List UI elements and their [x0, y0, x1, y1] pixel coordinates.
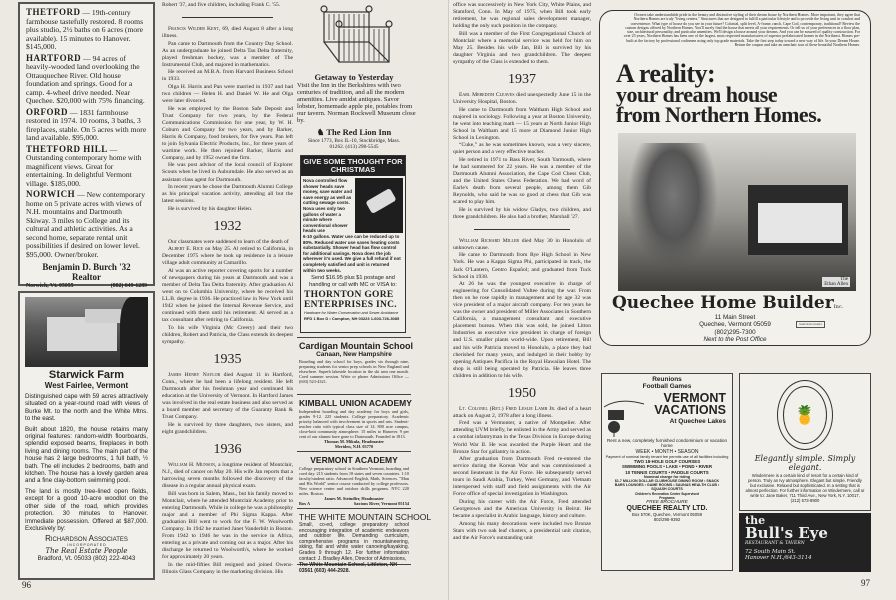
listing-text: — 1831 farmhouse restored in 1974. 10 rooms, 3 baths, 3 fireplaces, stable. On 5 acres with more land available. $95,000.	[26, 107, 147, 142]
realtor-phone: (802) 649-1289	[110, 283, 147, 289]
headline-line-1: A reality:	[616, 59, 716, 88]
northern-homes-badge: NORTHERN HOMES	[796, 321, 825, 328]
obituary-column-left	[162, 2, 293, 594]
article-paragraph	[453, 142, 591, 156]
windermere-ad	[739, 373, 871, 511]
school-ads	[297, 337, 432, 575]
red-lion-headline: Getaway to Yesterday	[314, 72, 394, 82]
property-listing	[26, 8, 147, 52]
property-listing	[26, 190, 147, 259]
article-paragraph	[453, 252, 591, 280]
paragraph-text: died August 11 in Hartford, Conn., where he had been a lifelong resident. He left Dartmouth after his freshman year and continued his education at the University of Vermont. In Hartford James was involved in the real estate business and also served as a board member and secretary of the Guaranty Bank & Trust Company.	[162, 372, 293, 421]
deceased-name: Francis Wilder Kent,	[168, 26, 221, 33]
property-listing	[26, 145, 147, 189]
dealer-suffix: Inc.	[833, 304, 844, 310]
thornton-gore-ad	[300, 155, 406, 333]
photo-caption	[822, 277, 850, 287]
rent-text: Rent a new, completely furnished condominium or vacation home	[606, 438, 727, 449]
paragraph-text: At 26 he was the youngest executive in charge of engineering for Consolidated Vultee during the war. From then on he rose rapidly in management and by age 32 was vice president of a major aircraft company. For ten years he was the owner and president of Miller Associates in Southern California, a management consultant and executive placement bureau. When this was sold, he joined Litton Industries as executive vice president in charge of foreign and U.S. smaller plants world-wide. Upon retirement, Bill and his wife Patricia moved to Honolulu, a place they had cherished for many years, and indulged in their hobby by opening Antiques Pacifica in the Royal Hawaiian Hotel. The shop is still being operated by Patricia. He leaves three children in addition to his wife.	[453, 281, 591, 379]
class-year-heading: 1935	[213, 352, 242, 368]
starwick-paragraph: Distinguished cape with 59 acres attractively situated on a year-round road with views of Burke Mt. to the north and the White Mtns. to the east.	[25, 393, 148, 423]
thornton-headline: GIVE SOME THOUGHT FOR CHRISTMAS	[301, 156, 405, 176]
school-ad	[297, 338, 411, 395]
northern-homes-ad	[599, 10, 871, 346]
school-contact: The White Mountain School, Littleton, NH 03561 (603) 444-2928.	[299, 562, 398, 575]
address-line-1: 11 Main Street	[714, 314, 756, 321]
red-lion-address: Since 1773, Box IL-10, Stockbridge, Mass. 01262. (413) 298-5545	[308, 138, 400, 150]
terms-text: WEEK • MONTH • SEASON	[635, 448, 699, 455]
article-paragraph	[453, 92, 591, 106]
windermere-tagline: Elegantly simple. Simply elegant.	[754, 454, 856, 472]
starwick-description	[25, 393, 148, 532]
paragraph-text: Pan came to Dartmouth from the Country Day School. As an undergraduate he joined Delta Tau Delta fraternity, played freshman hockey, was a member of The Instrumental Club, and majored in mathematics.	[162, 40, 293, 68]
agency-tagline: The Real Estate People	[45, 547, 128, 556]
article-paragraph	[453, 420, 591, 455]
article-paragraph	[162, 41, 293, 69]
address-line-2: Quechee, Vermont 05059	[699, 321, 771, 329]
quechee-realty-name: QUECHEE REALTY LTD.	[626, 504, 708, 512]
paragraph-text: Among his many decorations were included two Bronze Stars with two oak leaf clusters, a presidential unit citation, and the Air Force's outstanding unit	[453, 520, 591, 541]
school-headmaster: James M. Steindler, Headmaster	[324, 496, 384, 501]
facility-1: TWO 18-HOLE GOLF COURSES	[633, 459, 701, 465]
windermere-seal	[777, 380, 833, 450]
section-divider	[474, 229, 571, 230]
class-year-heading: 1936	[213, 441, 242, 457]
caption-line-2: Ethan Allen	[824, 282, 848, 287]
paragraph-text: “Cuke,” as he was sometimes known, was a very sincere, quiet person and a very effective teacher.	[453, 142, 591, 156]
listing-text: — New contemporary home on 5 private acres with views of N.H. mountains and Dartmouth Skiway. 3 miles to College and its cultural and athletic activities. As a second home, separate rental unit possibilities if desired on lower level. $95,000. Owner/broker.	[26, 190, 145, 259]
school-box: Box A	[299, 501, 311, 506]
paragraph-text: In recent years he chose the Dartmouth Alumni College as his principal vacation activity, attending all but the latest sessions.	[162, 184, 293, 205]
starwick-paragraph: The land is mostly tree-lined open fields, except for a good 10-acre woodlot on the other side of the road, which provides protection. 30 minutes to Hanover. Immediate possession. Offered at $87,000. Exclusively by:	[25, 487, 148, 532]
paragraph-text: a longtime resident of Montclair, N.J., died of cancer on May 20. His wife Jan reports that a harrowing seven months followed the discovery of the disease in a regular annual physical exam.	[162, 462, 293, 490]
school-ad	[297, 452, 411, 509]
listing-text: — Outstanding contemporary home with magnificent views. Great for entertaining. In delightful Vermont village. $185,000.	[26, 144, 142, 188]
dealer-name-text: Quechee Home Builder	[612, 293, 834, 313]
starwick-title: Starwick Farm	[48, 369, 125, 381]
article-paragraph	[162, 462, 293, 490]
article-paragraph	[453, 31, 591, 66]
dealer-name	[612, 293, 843, 313]
article-paragraph	[162, 2, 293, 9]
bulls-eye-the: the	[745, 514, 766, 527]
article-paragraph	[162, 422, 293, 436]
facilities	[604, 459, 730, 475]
thornton-address: RFD 1 Box D • Compton, NH 03223 1-603-726-3085	[304, 316, 400, 322]
article-paragraph	[162, 206, 293, 213]
thornton-offer: Send $16.95 plus $1 postage and handling or call with MC or VISA to:	[309, 275, 397, 288]
article-paragraph	[162, 325, 293, 346]
agency-name: Richardson Associates	[45, 534, 128, 544]
title-line-2: VACATIONS	[654, 403, 726, 417]
bulls-eye-address-1: 72 South Main St.	[745, 549, 796, 555]
school-address: Meriden, N.H. 03770	[334, 444, 374, 449]
red-lion-name	[297, 127, 411, 138]
thornton-body-2: 6-10 gallons. Water use can be reduced up to 80%. Reduced water use saves heating costs substantially. Shower head has flow control for additional savings. Nova does the job wherever it's used. We give a full refund if not completely satisfied and unit is returned within two weeks.	[303, 233, 401, 273]
class-year-heading: 1950	[508, 385, 536, 401]
bulls-eye-sub: RESTAURANT & TAVERN	[745, 541, 805, 546]
school-description: Boarding and day school for boys, grades six through nine, preparing students for senior prep schools in New England and elsewhere. Superb lakeside location in the ski area one month. Coed summer session. Write or phone Admissions Office — (603) 523-4321.	[299, 359, 409, 384]
burch-realtor-ad	[18, 2, 155, 289]
facility-2: SWIMMING POOLS • LAKE • POND • RIVER	[622, 464, 712, 470]
thornton-company: THORNTON GORE ENTERPRISES INC.	[304, 290, 397, 311]
article-paragraph	[453, 281, 591, 380]
realtor-contact	[26, 283, 147, 289]
section-divider	[182, 17, 274, 18]
thornton-body-1: Nova controlled flow shower heads save money, save water and save energy as well as cutting sewage costs. Nova uses only two gallons of water a minute where conventional shower heads use	[303, 178, 352, 234]
article-paragraph	[453, 207, 591, 221]
article-paragraph	[162, 372, 293, 421]
page-97	[448, 0, 896, 600]
deceased-name: William H. Munson,	[168, 462, 217, 469]
article-paragraph	[453, 238, 591, 252]
bed-illustration	[314, 2, 394, 72]
children-text: Children's Recreation Center Supervised Programs	[635, 491, 699, 500]
caption-line-1: The	[840, 277, 848, 282]
quechee-address: Box 570K, Quechee, Vermont 05059	[632, 511, 702, 517]
listing-town: THETFORD	[26, 7, 81, 17]
article-paragraph	[162, 268, 293, 324]
paragraph-text: on May 25. Al retired to California, in December 1975 where he took up residence in a leisure village adult community at Camarillo.	[162, 246, 293, 267]
paragraph-text: Al was an active reporter covering sports for a number of newspapers during his years at Dartmouth and was a member of Delta Tau Delta fraternity. After graduation Al went on to Columbia University, where he received his LL.B. degree in 1936. He practiced law in New York until 1942 when he joined the Internal Revenue Service, and continued with them until his retirement. Al served as a tax consultant after retiring to California.	[162, 268, 293, 324]
red-lion-inn-ad	[297, 0, 416, 150]
school-address-row	[299, 501, 409, 506]
paragraph-text: He retired in 1971 to Bass River, South Yarmouth, where he had summered for 22 years. He was a member of the Dartmouth Alumni Association, the Cape Cod Chess Club, and the United States Chess Federation. We had word of Earle's death from several people, among them Gib Reynolds, who said he was so good at chess that Gib was scared to play him.	[453, 156, 591, 206]
bulls-eye-name: Bull's Eye	[745, 524, 828, 542]
listing-town: ORFORD	[26, 106, 68, 117]
pineapple-icon: 🍍	[793, 404, 817, 425]
paragraph-text: He was employed by the Boston Safe Deposit and Trust Company for two years, by the Federal Communications Commission for one year, by W. H. Coburn and Company for two years, and by Barker, Harris & Company, food brokers, for five years. Pan left to join Sylvania Electric Products, Inc., for three years of wartime work. He then rejoined Barker, Harris and Company, and by 1952 owned the firm.	[162, 105, 293, 161]
paragraph-text: Our classmates were saddened to learn of the death of	[168, 238, 289, 245]
deceased-name: Albert E. Rice	[168, 246, 204, 253]
article-paragraph	[453, 406, 591, 420]
realtor-name: Benjamin D. Burch '32	[42, 262, 131, 272]
headline-line-2: your dream house	[616, 82, 778, 107]
article-paragraph	[162, 184, 293, 205]
article-paragraph	[162, 239, 293, 246]
windermere-body: Windermere is a certain kind of resort for a certain kind of person. Truly an Ivy atmosphere. Elegant but simple. Friendly but exclusive. Relaxed but sophisticated. In a setting that is almost perfection. For further information on Windermere, call or write to: Jane Baker, 711 Third Ave., New York, N.Y. 10017, (212) 573-8900	[745, 473, 865, 503]
thornton-tagline: Hardware for Water Conservation and Sewer Avoidance	[304, 311, 399, 316]
paragraph-text: Fred was a Vermonter, a native of Montpelier. After attending UVM briefly, he enlisted in the Army and served as a combat infantryman in the Texas Division in Europe during World War II. He was awarded the Purple Heart and the Bronze Star for gallantry in action.	[453, 420, 591, 455]
starwick-location: West Fairlee, Vermont	[44, 381, 129, 390]
deceased-name: Lt. Colonel (Ret.) Fred Leslie Lamb Jr.	[459, 405, 556, 412]
listing-text: — 19th-century farmhouse tastefully restored. 8 rooms plus studio, 2½ baths on 6 acres (more available). 15 minutes to Hanover. $145,000.	[26, 8, 144, 51]
house-photo	[618, 133, 856, 291]
quechee-phone: 802/295-9392	[653, 516, 681, 522]
paragraph-text: In the mid-fifties Bill resigned and joined Owens-Illinois Glass Company in the marketing division. His	[162, 561, 293, 575]
school-name: THE WHITE MOUNTAIN SCHOOL	[299, 512, 432, 522]
paragraph-text: He came to Dartmouth from Waltham High School and majored in sociology. Following a year at Boston University, he went into teaching math — 15 years at North Junior High School in Waltham and 15 more at Diamond Junior High School in Lexington.	[453, 106, 591, 141]
reunions-text: Reunions	[652, 376, 682, 383]
deceased-name: Earl Meredith Cleaves	[459, 91, 515, 98]
deceased-name: William Richard Miller	[459, 237, 520, 244]
article-paragraph	[453, 456, 591, 498]
article-paragraph	[453, 107, 591, 142]
riding-text: Nominal charge for riding	[643, 474, 691, 479]
school-description: Independent boarding and day academy for boys and girls, grades 9-12. 225 students. College preparatory. Academic priority balanced with involvement in sports and arts. Student-teacher ratio with typical class size of 14. 800 acre campus, close-knit community atmosphere. 15 miles to Hanover. 9 per cent of our alumni have gone to Dartmouth. Founded in 1813.	[299, 409, 409, 439]
bulls-eye-ad	[739, 513, 871, 572]
paragraph-text: Bill was a member of the First Congregational Church of Montclair where a memorial service was held for him on May 25. Besides his wife Jan, Bill is survived by his daughter Virginia and two grandchildren. The deepest sympathy of the Class is extended to them.	[453, 30, 591, 65]
realtor-title: Realtor	[72, 272, 101, 282]
shower-head-photo	[355, 178, 403, 233]
bulls-eye-address-2: Hanover N.H./643-3114	[745, 555, 812, 561]
article-paragraph	[162, 84, 293, 105]
paragraph-text: Olga H. Harris and Pan were married in 1937 and had two children — Helen H. and Daniel W. He and Olga were later divorced.	[162, 83, 293, 105]
landscape-illustration	[604, 392, 644, 437]
article-paragraph	[162, 69, 293, 83]
paragraph-text: To his wife Virginia (Mc Creery) and their two children, Robert and Patricia, the Class extends its deepest sympathy.	[162, 324, 293, 345]
red-lion-name-text: The Red Lion Inn	[326, 127, 392, 137]
school-name: VERMONT ACADEMY	[310, 455, 398, 465]
article-paragraph	[162, 491, 293, 561]
dealer-address	[680, 314, 790, 343]
class-year-heading: 1937	[508, 71, 536, 87]
paragraph-text: died of a heart attack on August 2, 1978 after a long illness.	[453, 405, 591, 419]
paragraph-text: died unexpectedly June 15 in the University Hospital, Boston.	[453, 91, 592, 106]
title-line-1: VERMONT	[663, 391, 726, 405]
school-description: College preparatory school in Southern Vermont, boarding and coed day. 215 students from 18 states and seven countries. 1:10 faculty/student ratio. Advanced English, Math, Sciences. "Man and His World" senior course conducted by college professors. New science center and outdoor skills programs. NYC 220 miles. Boston.	[299, 466, 409, 496]
paragraph-text: Robert '37, and five children, including Frank C. '55.	[162, 2, 281, 8]
paragraph-text: He is survived by his daughter Helen.	[168, 205, 253, 212]
article-paragraph	[453, 521, 591, 542]
dealer-note: Next to the Post Office	[703, 335, 767, 343]
page-number-97: 97	[861, 578, 870, 588]
article-paragraph	[162, 246, 293, 267]
article-paragraph	[162, 26, 293, 40]
school-address-row	[299, 444, 409, 449]
article-paragraph	[162, 562, 293, 576]
agency-sub: I N C O R P O R A T E D	[67, 543, 106, 548]
article-paragraph	[162, 162, 293, 183]
listing-town: THETFORD HILL	[26, 143, 108, 154]
school-name: Cardigan Mountain School	[299, 341, 413, 351]
article-paragraph	[453, 499, 591, 520]
paragraph-text: During his career with the Air Force, Fred attended Georgetown and the American University in Beirut. He became a specialist in Arabic language, history and culture.	[453, 498, 591, 519]
article-paragraph	[453, 157, 591, 206]
northern-homes-headline	[616, 59, 822, 127]
paragraph-text: He is survived by three daughters, two sisters, and eight grandchildren.	[162, 421, 293, 435]
paragraph-text: He is survived by his widow Gladys, two children, and three grandchildren. He also had a brother, Marshall '27.	[453, 206, 591, 220]
obituary-column-right	[453, 2, 591, 594]
school-headmaster: Thomas M. Mikula, Headmaster	[323, 439, 385, 444]
title-line-3: At Quechee Lakes	[669, 418, 726, 425]
listing-town: HARTFORD	[26, 52, 82, 63]
paragraph-text: After graduation from Dartmouth Fred re-entered the service during the Korean War and was commissioned a second lieutenant in the Air Force. He subsequently served tours in Saudi Arabia, Turkey, West Germany, and Vietnam interspersed with staff and field assignments with the Air Force office of special investigation in Washington.	[453, 456, 591, 498]
paragraph-text: Bill was born in Salem, Mass., but his family moved to Montclair, where he attended Montclair Academy prior to entering Dartmouth. While in college he was a philosophy major and a member of Phi Sigma Kappa. After graduation Bill went to work for the F. W. Woolworth Company. In 1942 he married Janet Vanderbilt in Boston. From 1942 to 1946 he was in the service in Africa, entering as a private and coming out as a major. After his discharge he returned to Woolworth's, where he worked for approximately 20 years.	[162, 490, 293, 561]
football-text: Football Games	[642, 383, 692, 390]
northern-homes-intro: Owners take understandable pride in the beauty and distinctive styling of their dream house by Northern Homes. More important, they agree that Northern Homes are truly "living centers." Structures that are designed to fulfill a particular lifestyle and to provide the living unit in comfort and convenience. What type of house do you see in your future? Colonial, split level, A-frame, ranch, Cape Cod, contemporary, traditional? Review the custom designs offered by Northern Homes. You'll surely find the house that meets all your requirements. Or tell us of your preferences in a floor plan, size, architectural personality, and particular amenities. We'll design a house around your dreams. And you can be assured of quality construction. For over 25 years, Northern Homes has been one of the largest, most respected manufacturers of superior prefabricated homes in the Northeast. Homes pre-built at the factory by professional craftsmen using only top grade materials. Take the first step today toward a new way of life. In your Dream House. Return the coupon and take an armchair tour of these beautiful Northern Homes.	[623, 13, 860, 48]
paragraph-text: 69, died August 8 after a long illness.	[162, 26, 294, 40]
starwick-farm-ad	[18, 291, 155, 580]
school-description: Small, co-ed, college preparatory school encouraging integration of academic endeavors and outdoor life. Demanding curriculum, comprehensive programs in mountaineering, skiing, flat and white water canoeing/kayaking. Grades 9 through 12. For further information contact: J. Bradley Allen, Director of Admissions,	[299, 522, 409, 562]
headline-line-3: from Northern Homes.	[616, 102, 822, 127]
school-location: Canaan, New Hampshire	[316, 351, 392, 358]
school-ad	[297, 395, 411, 452]
listing-town: NORWICH	[26, 189, 76, 199]
brochure-text: FREE BROCHURE	[646, 499, 688, 505]
page-number-96: 96	[22, 580, 31, 590]
fee-text: Payment of nominal family tenant fee permits use of all facilities including	[605, 454, 729, 459]
lion-logo-icon: ♞	[316, 127, 327, 137]
clubhouse-text: $1.7 MILLION DOLLAR CLUBHOUSE DINING ROOM • SNACK BARS LOUNGES • GAME ROOMS • SAUNAS HEALTH CLUB • SQUASH COURTS	[614, 478, 720, 492]
listing-text: — 94 acres of heavily-wooded land overlooking the Ottauquechee River. Old house foundation and springs. Good for a camp. 4-wheel drive needed. Near Quechee. $20,000 with 75% financing.	[26, 53, 145, 105]
property-listing	[26, 108, 147, 143]
school-ad	[297, 509, 432, 575]
facility-3: 10 TENNIS COURTS • PADDLE COURTS	[625, 469, 709, 475]
school-name: KIMBALL UNION ACADEMY	[299, 398, 412, 408]
quechee-lakes-ad	[601, 373, 733, 571]
article-paragraph	[162, 106, 293, 162]
article-paragraph	[453, 2, 591, 30]
paragraph-text: He received an M.B.A. from Harvard Business School in 1933.	[162, 69, 293, 83]
vermont-vacations-title	[654, 392, 726, 428]
property-listing	[26, 54, 147, 106]
school-address: Saxtons River, Vermont 05154	[353, 501, 409, 506]
realtor-address: Norwich, Vt. 05055	[26, 283, 74, 289]
paragraph-text: He was post advisor of the local council of Explorer Scouts when he lived in Auburndale. He also served as an assistant class agent for Dartmouth.	[162, 162, 293, 183]
class-year-heading: 1932	[213, 218, 242, 234]
farmhouse-photo	[25, 297, 148, 367]
red-lion-body: Visit the Inn in the Berkshires with two centuries of tradition, and all the modern amenities. Live amidst antiques. Savor lobster, homemade apple pie, potables from our tavern. Norman Rockwell Museum close by.	[297, 82, 416, 124]
agency-contact: Bradford, Vt. 05033 (802) 222-4043	[37, 555, 136, 563]
starwick-paragraph: Built about 1820, the house retains many original features: random-width floorboards, splendid exposed beams, fireplaces in both living and dining rooms. The main part of the house has 2 large bedrooms, 1 full bath, ½ bath. The ell includes 2 bedrooms, bath and kitchen. The house has a lovely garden area and a fine clay-bottom swimming pool.	[25, 425, 148, 485]
paragraph-text: He came to Dartmouth from Rye High School in New York. He was a Kappa Sigma Phi, participated in track, the Jack O'Lantern, Centro Español; and graduated from Tuck School in 1938.	[453, 252, 591, 280]
paragraph-text: died May 30 in Honolulu of unknown cause.	[453, 237, 591, 251]
deceased-name: James Henry Naylor	[168, 372, 221, 379]
dealer-phone: (802)295-7300	[714, 328, 756, 336]
paragraph-text: office was successively in New York City, White Plains, and Stamford, Conn. In May of 1975, when Bill took early retirement, he was regional sales development manager, holding the only such position in the company.	[453, 2, 591, 30]
